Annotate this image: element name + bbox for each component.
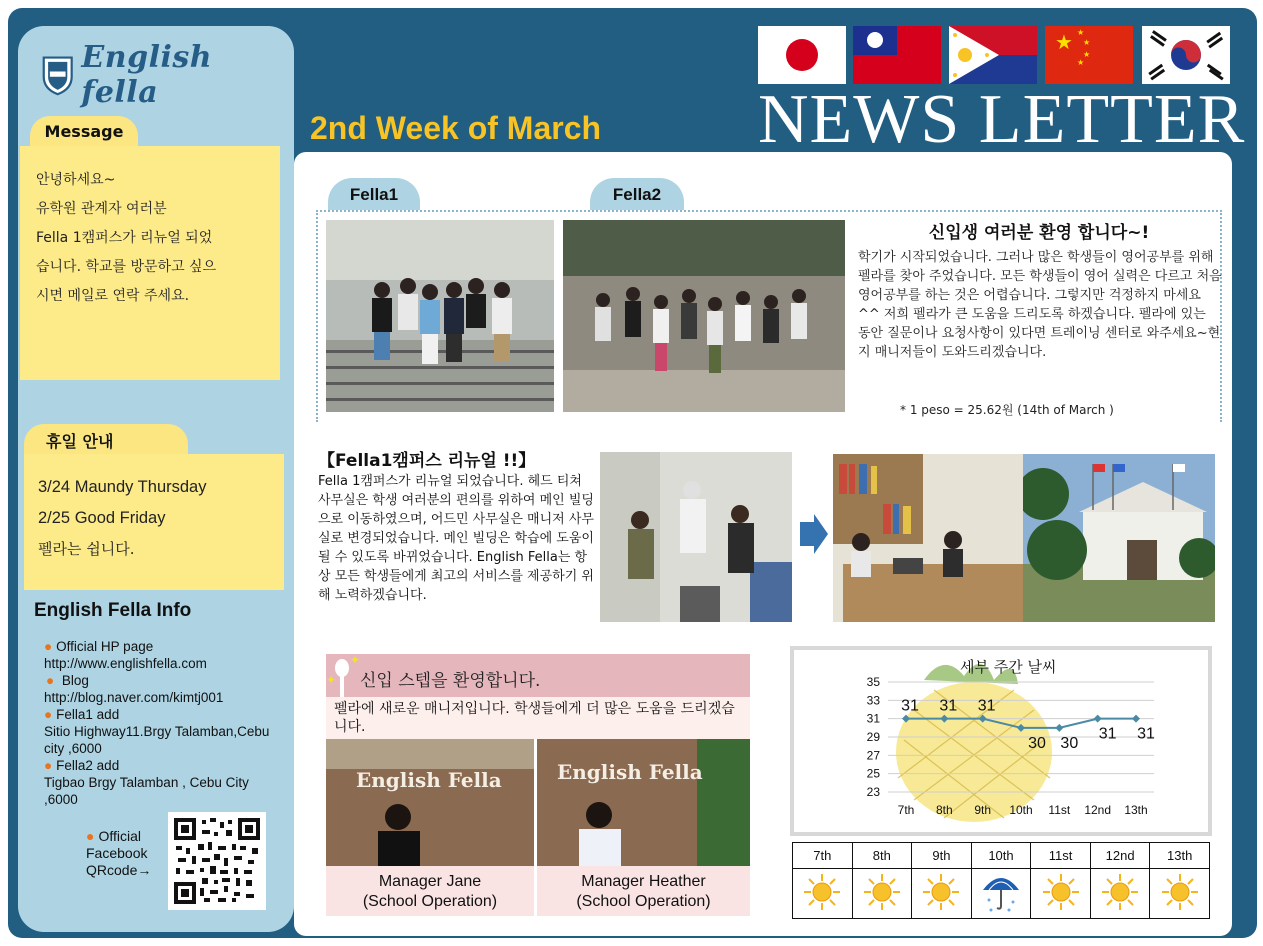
weather-day: 8th (852, 843, 912, 869)
weather-day: 13th (1150, 843, 1210, 869)
weather-day: 10th (971, 843, 1031, 869)
message-line: 안녕하세요~ (36, 172, 116, 188)
fella1-address: Sitio Highway11.Brgy Talamban,Cebu city ,6000 (44, 724, 270, 756)
week-title: 2nd Week of March (310, 110, 602, 146)
message-line: 습니다. 학교를 방문하고 싶으 (36, 259, 217, 275)
sun-icon (1150, 869, 1210, 919)
y-axis-ticks (867, 675, 881, 799)
china-flag-icon: ★ ★ ★ ★ ★ (1045, 26, 1133, 84)
x-tick-label: 11st (1048, 803, 1071, 817)
x-tick-label: 8th (935, 803, 953, 817)
manager-role: (School Operation) (362, 893, 498, 910)
message-line: 시면 메일로 연락 주세요. (36, 288, 190, 304)
y-tick-label: 27 (866, 748, 880, 763)
fb-line: QRcode→ (86, 862, 152, 878)
svg-text:✦: ✦ (326, 673, 337, 687)
data-point (1132, 715, 1140, 723)
spoon-icon (326, 654, 360, 702)
data-label: 30 (1060, 734, 1079, 752)
weather-day: 12nd (1090, 843, 1150, 869)
philippines-flag-icon (949, 26, 1037, 84)
manager-heather-photo (537, 739, 750, 866)
sun-icon (1031, 869, 1091, 919)
logo (42, 40, 272, 110)
newsletter-title: NEWS LETTER (758, 81, 1246, 158)
sun-icon (912, 869, 972, 919)
x-tick-label: 7th (897, 803, 915, 817)
welcome-title: 신입생 여러분 환영 합니다~! (928, 223, 1150, 243)
manager-jane-photo (326, 739, 534, 866)
qr-code-icon (174, 818, 260, 904)
welcome-body: 학기가 시작되었습니다. 그러나 많은 학생들이 영어공부를 위해 펠라를 찾아 주었습니다. 모든 학생들이 영어 실력은 다르고 처음 영어공부를 하는 것은 어렵습니다. 그렇지만 걱정하지 마세요^^ 저희 펠라가 큰 도움을 드리도록 하겠습니다. 펠라에 있는 동안 질문이나 요청사항이 있다면 트레이닝 센터로 와주세요~현지 매니저들이 도와드리겠습니다. (858, 250, 1222, 360)
weather-day: 7th (793, 843, 853, 869)
korea-flag-icon (1142, 26, 1230, 84)
x-tick-label: 9th (974, 803, 992, 817)
y-tick-label: 23 (866, 785, 880, 799)
manager-jane-caption (326, 866, 534, 916)
data-label: 31 (1098, 725, 1117, 743)
data-label: 30 (1028, 734, 1046, 752)
tab-fella1: Fella1 (328, 178, 420, 210)
y-tick-label: 33 (866, 693, 880, 708)
svg-text:English Fella: English Fella (557, 760, 703, 784)
data-label: 31 (901, 697, 919, 715)
holiday-line: 펠라는 쉽니다. (38, 540, 135, 558)
y-tick-label: 35 (866, 675, 880, 689)
data-point (1094, 715, 1102, 723)
building-photo (1023, 454, 1215, 622)
manager-heather-caption (537, 866, 750, 916)
fb-line: Official (98, 828, 142, 844)
holiday-line: 2/25 Good Friday (38, 509, 166, 527)
arrow-right-icon (800, 514, 828, 554)
office-photo (833, 454, 1023, 622)
weather-day: 11st (1031, 843, 1091, 869)
holiday-label: 휴일 안내 (24, 424, 188, 454)
sun-icon (1090, 869, 1150, 919)
message-box (20, 146, 280, 380)
hp-label: Official HP page (56, 639, 154, 654)
fella2-group-photo (563, 220, 845, 412)
weather-chart-svg (794, 650, 1208, 832)
renewal-body: Fella 1캠퍼스가 리뉴얼 되었습니다. 헤드 티쳐 사무실은 학생 여러분의 편의를 위하여 메인 빌딩으로 이동하였으며, 어드민 사무실은 매니저 사무실로 변경되었습니다. 메인 빌딩은 학습에 도움이 될 수 있도록 바뀌었습니다. English Fella는 항상 모든 학생들에게 최고의 서비스를 제공하기 위해 노력하겠습니다. (318, 474, 594, 603)
manager-name: Manager Heather (581, 873, 706, 890)
manager-name: Manager Jane (378, 873, 482, 890)
x-axis-ticks (898, 803, 1148, 817)
taiwan-flag-icon (853, 26, 941, 84)
fella2-address: Tigbao Brgy Talamban , Cebu City ,6000 (44, 775, 249, 807)
renewal-title: 【Fella1캠퍼스 리뉴얼 !!】 (318, 451, 536, 471)
message-line: Fella 1캠퍼스가 리뉴얼 되었 (36, 230, 213, 246)
data-label: 31 (977, 697, 996, 715)
weather-table (792, 842, 1210, 919)
japan-flag-icon (758, 26, 846, 84)
fella2-label: Fella2 add (56, 758, 120, 773)
fella1-label: Fella1 add (56, 707, 120, 722)
x-tick-label: 13th (1124, 803, 1148, 817)
shield-logo-icon (42, 51, 73, 99)
new-staff-body: 펠라에 새로운 매니저입니다. 학생들에게 더 많은 도움을 드리겠습니다. (326, 697, 750, 739)
fella1-group-photo (326, 220, 554, 412)
data-label: 31 (1137, 725, 1155, 743)
bullet-icon: ● (46, 673, 55, 688)
x-tick-label: 10th (1009, 803, 1033, 817)
info-list (44, 638, 280, 808)
message-line: 유학원 관계자 여러분 (36, 201, 167, 217)
bullet-icon: ● (44, 758, 53, 773)
sun-icon (852, 869, 912, 919)
exchange-rate-note: * 1 peso = 25.62원 (14th of March ) (900, 403, 1114, 417)
holiday-line: 3/24 Maundy Thursday (38, 478, 207, 496)
y-tick-label: 25 (866, 766, 880, 781)
manager-role: (School Operation) (576, 893, 711, 910)
facebook-qr-code[interactable] (168, 812, 266, 910)
y-tick-label: 31 (866, 711, 880, 726)
message-label: Message (30, 116, 138, 146)
svg-text:English Fella: English Fella (356, 768, 502, 792)
x-tick-label: 12nd (1084, 803, 1112, 817)
info-title: English Fella Info (34, 600, 192, 621)
blog-link[interactable]: http://blog.naver.com/kimtj001 (44, 690, 224, 705)
bullet-icon: ● (86, 828, 95, 844)
bullet-icon: ● (44, 707, 53, 722)
fb-line: Facebook (86, 845, 148, 861)
logo-text: English fella (81, 40, 213, 110)
holiday-box (24, 454, 284, 590)
sun-icon (793, 869, 853, 919)
bullet-icon: ● (44, 639, 53, 654)
renovation-photo (600, 452, 792, 622)
y-tick-label: 29 (866, 730, 880, 744)
weather-day: 9th (912, 843, 972, 869)
chart-title: 세부 주간 날씨 (960, 658, 1057, 676)
new-staff-heading: 신입 스텝을 환영합니다. (360, 671, 541, 691)
data-label: 31 (939, 697, 958, 715)
hp-link[interactable]: http://www.englishfella.com (44, 656, 207, 671)
data-point (1055, 724, 1063, 732)
umbrella-icon (971, 869, 1031, 919)
tab-fella2: Fella2 (590, 178, 684, 210)
svg-text:✦: ✦ (350, 654, 360, 667)
facebook-label (86, 828, 151, 879)
blog-label: Blog (61, 673, 89, 688)
